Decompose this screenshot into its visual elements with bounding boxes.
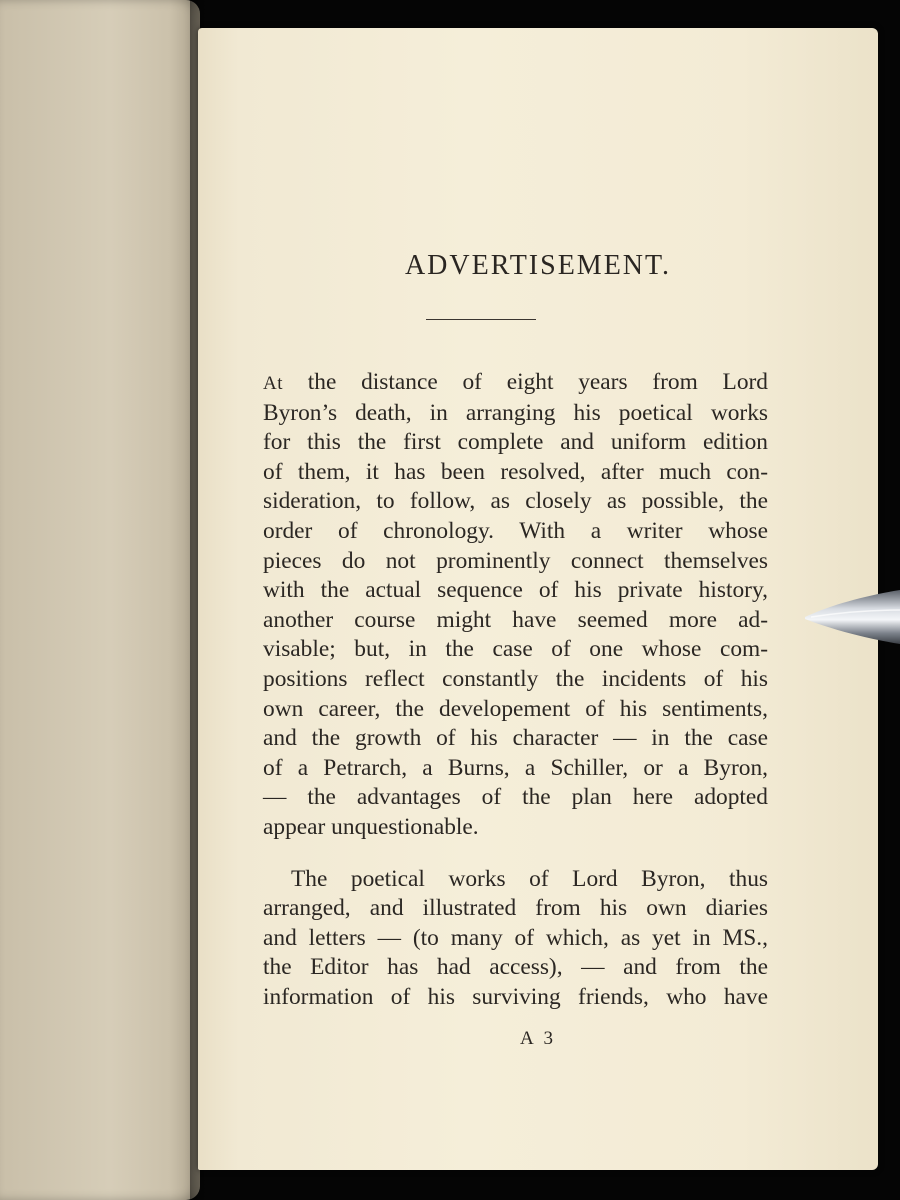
text-line: positions reflect constantly the incidents of his bbox=[263, 665, 768, 692]
text-line: The poetical works of Lord Byron, thus bbox=[291, 865, 768, 892]
signature-mark: A 3 bbox=[520, 1028, 556, 1049]
paragraph-gap bbox=[263, 843, 768, 865]
text-line: for this the first complete and uniform edition bbox=[263, 429, 768, 456]
text-line: the Editor has had access), — and from the bbox=[263, 954, 768, 981]
body-text bbox=[263, 368, 768, 1012]
text-line: At the distance of eight years from Lord bbox=[263, 369, 768, 395]
text-line: Byron’s death, in arranging his poetical works bbox=[263, 399, 768, 426]
text-line: visable; but, in the case of one whose com- bbox=[263, 636, 768, 663]
text-line: of them, it has been resolved, after much con- bbox=[263, 458, 768, 485]
text-line: arranged, and illustrated from his own diaries bbox=[263, 895, 768, 922]
book-page bbox=[198, 28, 878, 1170]
page-heading: ADVERTISEMENT. bbox=[404, 250, 672, 281]
text-line: own career, the developement of his sentiments, bbox=[263, 695, 768, 722]
text-line: and the growth of his character — in the case bbox=[263, 725, 768, 752]
facing-page bbox=[0, 0, 200, 1200]
lead-word: At bbox=[263, 373, 283, 394]
text-line: sideration, to follow, as closely as possible, the bbox=[263, 488, 768, 515]
text-line: — the advantages of the plan here adopted bbox=[263, 784, 768, 811]
text-line: another course might have seemed more ad- bbox=[263, 606, 768, 633]
text-line: pieces do not prominently connect themselves bbox=[263, 547, 768, 574]
page-pointer-icon bbox=[803, 586, 900, 646]
text-line: of a Petrarch, a Burns, a Schiller, or a Byron, bbox=[263, 754, 768, 781]
text-line: information of his surviving friends, who have bbox=[263, 983, 768, 1010]
text-line: order of chronology. With a writer whose bbox=[263, 517, 768, 544]
text-line: and letters — (to many of which, as yet in MS., bbox=[263, 924, 768, 951]
text-line: with the actual sequence of his private history, bbox=[263, 577, 768, 604]
heading-rule bbox=[426, 319, 536, 320]
text-line: appear unquestionable. bbox=[263, 813, 479, 840]
